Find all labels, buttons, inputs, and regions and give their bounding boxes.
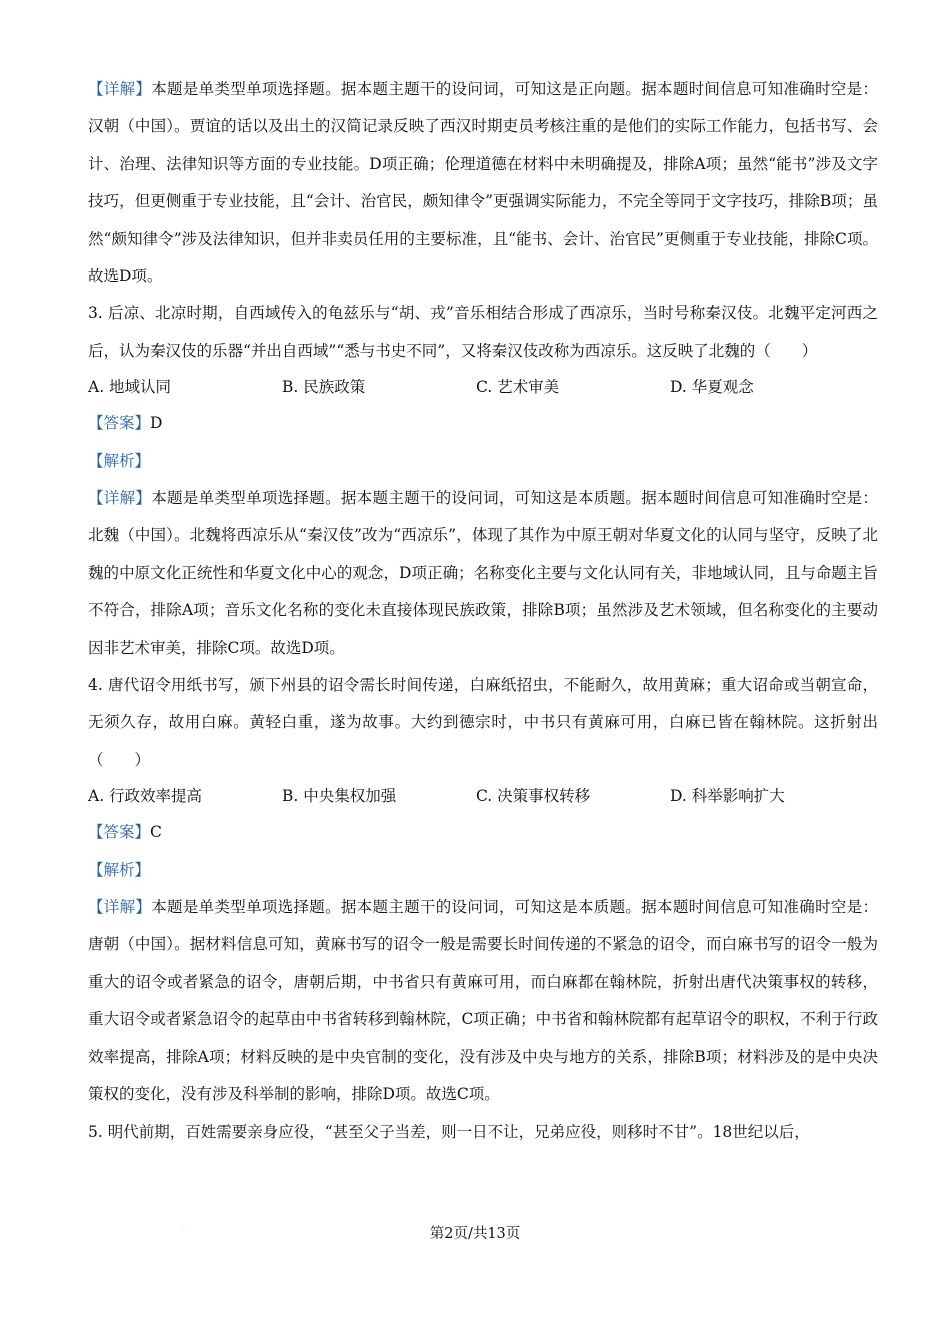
answer-tag: 【答案】: [88, 414, 151, 433]
analysis-tag: 【解析】: [88, 860, 151, 879]
q4-stem: 4. 唐代诏令用纸书写，颁下州县的诏令需长时间传递，白麻纸招虫，不能耐久，故用黄麻；重大诏命或当朝宣命，无须久存，故用白麻。黄轻白重，遂为故事。大约到德宗时，中书只有黄麻可用，白麻已皆在翰林院。这折射出（ ）: [88, 676, 878, 769]
answer-value: C: [150, 823, 162, 842]
detail-tag: 【详解】: [88, 898, 152, 917]
option-d: D. 华夏观念: [670, 378, 754, 397]
option-c: C. 决策事权转移: [476, 787, 591, 806]
answer-tag: 【答案】: [88, 823, 151, 842]
q4-analysis-heading: [88, 852, 878, 889]
answer-value: D: [150, 414, 163, 433]
detail-text: 本题是单类型单项选择题。据本题主题干的设问词，可知这是正向题。据本题时间信息可知准确时空是：汉朝（中国）。贾谊的话以及出土的汉简记录反映了西汉时期吏员考核注重的是他们的实际工作能力，包括书写、会计、治理、法律知识等方面的专业技能。D项正确；伦理道德在材料中未明确提及，排除A项；虽然“能书”涉及文字技巧，但更侧重于专业技能，且“会计、治官民，颇知律令”更强调实际能力，不完全等同于文字技巧，排除B项；虽然“颇知律令”涉及法律知识，但并非卖员任用的主要标准，且“能书、会计、治官民”更侧重于专业技能，排除C项。故选D项。: [88, 80, 878, 286]
q3-detail: [88, 480, 878, 667]
detail-tag: 【详解】: [88, 80, 152, 98]
option-d: D. 科举影响扩大: [670, 787, 785, 806]
q3-analysis-heading: [88, 443, 878, 480]
detail-tag: 【详解】: [88, 489, 152, 508]
q3-answer: [88, 405, 878, 442]
option-a: A. 地域认同: [88, 378, 172, 397]
option-c: C. 艺术审美: [476, 378, 560, 397]
document-page: [88, 71, 878, 1151]
detail-text: 本题是单类型单项选择题。据本题主题干的设问词，可知这是本质题。据本题时间信息可知准确时空是：北魏（中国）。北魏将西凉乐从“秦汉伎”改为“西凉乐”，体现了其作为中原王朝对华夏文化的认同与坚守，反映了北魏的中原文化正统性和华夏文化中心的观念，D项正确；名称变化主要与文化认同有关，非地域认同，且与命题主旨不符合，排除A项；音乐文化名称的变化未直接体现民族政策，排除B项；虽然涉及艺术领域，但名称变化的主要动因非艺术审美，排除C项。故选D项。: [88, 489, 878, 657]
q4-options: [88, 779, 878, 814]
q3-options: [88, 370, 878, 405]
q4-answer: [88, 814, 878, 851]
option-b: B. 中央集权加强: [282, 787, 397, 806]
q5-stem: 5. 明代前期，百姓需要亲身应役，“甚至父子当差，则一日不让，兄弟应役，则移时不甘”。18世纪以后，: [88, 1122, 810, 1141]
q4-detail: [88, 889, 878, 1113]
scan-dot: ·: [183, 1226, 185, 1233]
page-footer: 第2页/共13页: [429, 1226, 521, 1242]
option-b: B. 民族政策: [282, 378, 366, 397]
detail-text: 本题是单类型单项选择题。据本题主题干的设问词，可知这是本质题。据本题时间信息可知准确时空是：唐朝（中国）。据材料信息可知，黄麻书写的诏令一般是需要长时间传递的不紧急的诏令，而白麻书写的诏令一般为重大的诏令或者紧急的诏令，唐朝后期，中书省只有黄麻可用，而白麻都在翰林院，折射出唐代决策事权的转移，重大诏令或者紧急诏令的起草由中书省转移到翰林院，C项正确；中书省和翰林院都有起草诏令的职权，不利于行政效率提高，排除A项；材料反映的是中央官制的变化，没有涉及中央与地方的关系，排除B项；材料涉及的是中央决策权的变化，没有涉及科举制的影响，排除D项。故选C项。: [88, 898, 878, 1104]
q3-stem: 3. 后凉、北凉时期，自西域传入的龟兹乐与“胡、戎”音乐相结合形成了西凉乐，当时号称秦汉伎。北魏平定河西之后，认为秦汉伎的乐器“并出自西域”“悉与书史不同”，又将秦汉伎改称为西凉乐。这反映了北魏的（ ）: [88, 304, 878, 360]
option-a: A. 行政效率提高: [88, 787, 203, 806]
analysis-tag: 【解析】: [88, 451, 151, 470]
q2-detail: [88, 71, 878, 295]
